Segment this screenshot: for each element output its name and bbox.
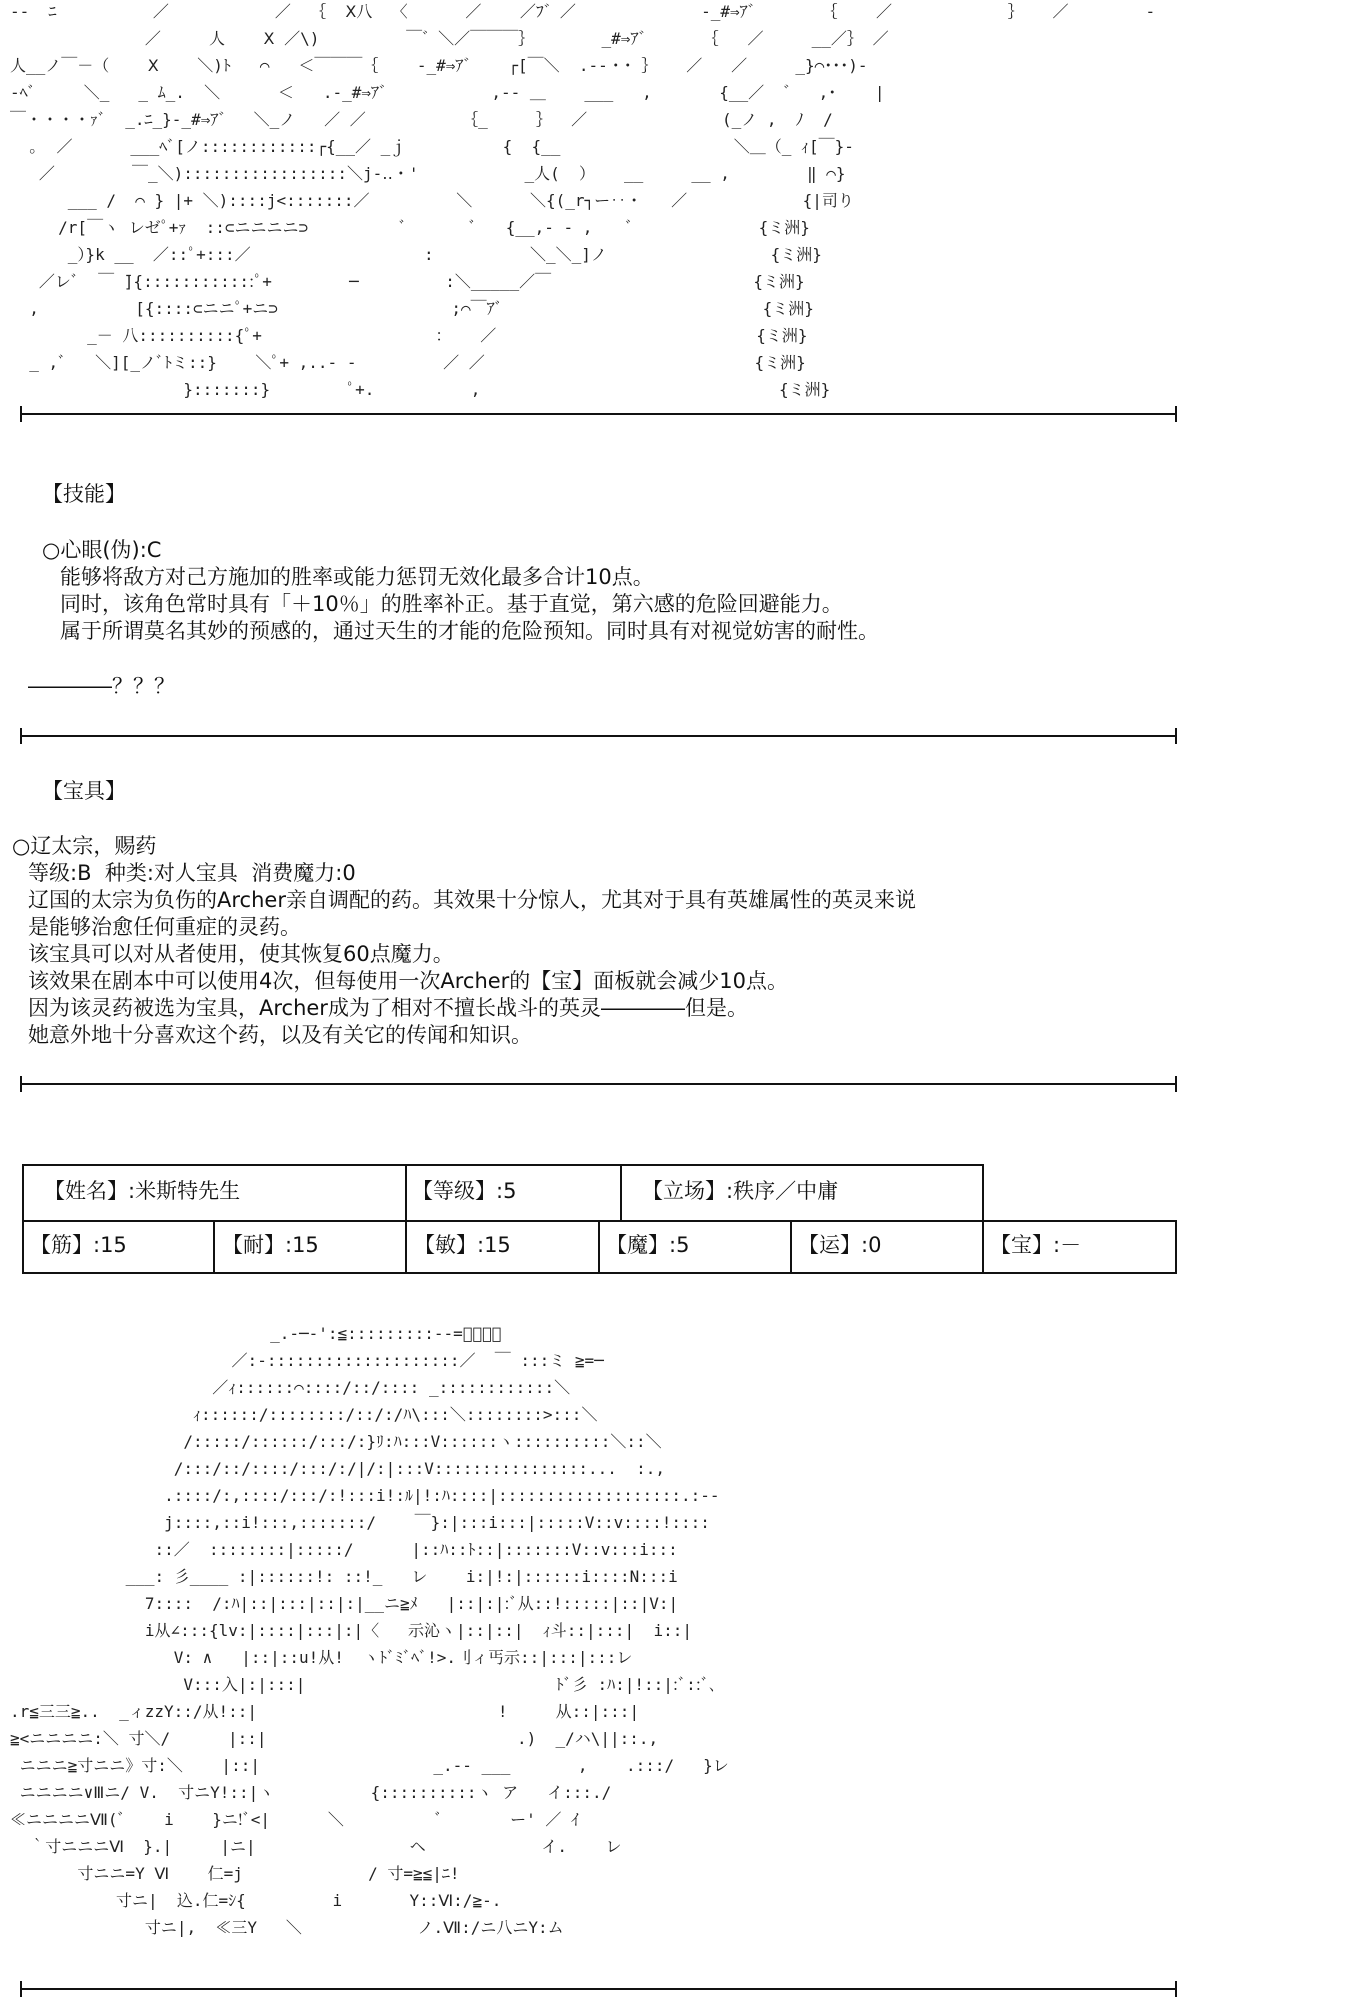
profile-alignment: 【立场】:秩序／中庸	[642, 1179, 839, 1203]
treasure-line: 是能够治愈任何重症的灵药。	[28, 915, 301, 939]
treasure-line: 因为该灵药被选为宝具，Archer成为了相对不擅长战斗的英灵――――但是。	[28, 996, 748, 1020]
stat-mana: 【魔】:5	[606, 1233, 690, 1257]
panel-bottom-border	[22, 1272, 1177, 1274]
treasure-line: 该效果在剧本中可以使用4次，但每使用一次Archer的【宝】面板就会减少10点。	[28, 969, 789, 993]
panel-divider	[213, 1220, 215, 1274]
profile-name: 【姓名】:米斯特先生	[44, 1179, 241, 1203]
panel-divider	[405, 1164, 407, 1222]
section-divider	[22, 735, 1175, 737]
section-divider	[22, 1988, 1175, 1990]
treasure-line: 辽国的太宗为负伤的Archer亲自调配的药。其效果十分惊人，尤其对于具有英雄属性的英灵来说	[28, 888, 916, 912]
treasure-line: 她意外地十分喜欢这个药，以及有关它的传闻和知识。	[28, 1023, 532, 1047]
panel-top-border	[22, 1164, 984, 1166]
profile-level: 【等级】:5	[412, 1179, 517, 1203]
panel-divider	[405, 1220, 407, 1274]
stat-noble-phantasm: 【宝】:－	[990, 1233, 1082, 1257]
skill-line: 同时，该角色常时具有「＋10％」的胜率补正。基于直觉，第六感的危险回避能力。	[60, 592, 843, 616]
panel-divider	[790, 1220, 792, 1274]
panel-divider	[982, 1164, 984, 1222]
panel-divider	[620, 1164, 622, 1222]
stat-luck: 【运】:0	[798, 1233, 882, 1257]
treasure-heading: 【宝具】	[42, 779, 126, 803]
stat-endurance: 【耐】:15	[222, 1233, 319, 1257]
skill-footer: ――――？？？	[28, 674, 175, 698]
section-divider	[22, 1083, 1175, 1085]
skill-line: 属于所谓莫名其妙的预感的，通过天生的才能的危险预知。同时具有对视觉妨害的耐性。	[60, 619, 879, 643]
panel-divider	[982, 1220, 984, 1274]
bottom-ascii-art: _.-─‐':≦:::::::::--=ﾞ￣ｰ､ ／:‐::::::::::::::::::::／ ￣ :::ミ ≧=─ ／ｨ::::::⌒::::/::/:::: _::::::::::::＼ ｨ::::::/::::::::/::/:/ﾊ\:::＼::::::::>:::＼ /:::::/::::::/:::/:}ﾘ:ﾊ:::V::::::ヽ::::::::::＼::＼ /:::/::/::::/:::/:/|/:|:::V::::::::::::::::... :., .::::/:,::::/:::/:!:::i!:ﾙ|!:ﾊ::::|:::::::::::::::::::.:-- j::::,::i!:::,:::::::/ ￣}:|:::i:::|:::::V::v::::!:::: ::／ ::::::::|:::::/ |::ﾊ::ﾄ::|:::::::V::v:::i::: ___: 彡____ :|::::::!: ::!_ レ i:|!:|::::::i::::N:::i 7:::: /:ﾊ|::|:::|::|:|__ニ≧ﾒ |::|:|:ﾞ从::!:::::|::|V:| i从∠:::{lv:|::::|:::|:|〈 示沁ヽ|::|::| ｨ斗::|:::| i::| V: ∧ |::|::u!从! ヽﾄﾞﾐﾞﾍﾞ!>.刂ィ丐示::|:::|:::レ V:::入|:|:::| ﾄﾞ彡 :ﾊ:|!::|:ﾞ::ﾞ､ .r≦三三≧.. _ィzzY::/从!::| ! 从::|:::| ≧<ニニニニ:＼ 寸＼/ |::| .) _/ハ\||::., ニニニ≧寸ニニ》寸:＼ |::| _.-‐ ___ , .:::/ }レ ニニニニ∨Ⅲニ/ V. 寸ニY!::|ヽ {::::::::::ヽ ア イ:::./ ≪ニニニニⅦ(ﾞ i }ニ!ﾞ<| ＼ ﾞ ー' ／ ｲ ｀寸ニニニⅥ }.| |ニ| ヘ イ. レ 寸ニニ=Y Ⅵ 仁=j / 寸=≧≦|ﾆ! 寸ニ| 込.仁=ｼ{ i Y::Ⅵ:/≧-. 寸ニ|, ≪三Y ＼ ノ.Ⅶ:/ニ八ニY:ム	[10, 1324, 729, 1937]
panel-divider	[1175, 1220, 1177, 1274]
skills-heading: 【技能】	[42, 482, 126, 506]
top-ascii-art: -- ﾆ ／ ／ ｛ Ⅹ八 〈 ／ ／ﾌ゛／ -_#⇒ｱ゛ ｛ ／ ｝ ／ - ／ 人 Ⅹ ／\) ￣゛＼／￣￣￣｝ _#⇒ｱ゛ ｛ ／ __／｝ ／ 人__ノ￣－（ Ⅹ ＼)ﾄ ⌒ ＜￣￣￣｛ -_#⇒ｱ゛ ┌[￣＼ .--・･ ｝ ／ ／ _}⌒･･･)- -ﾍﾞ ＼_ _ ﾑ_. ＼ ＜ .-_#⇒ｱ゛ ,-- ＿ ___ , {__／ ゛ ,･ | ￣・・・・ｧﾞ _.ﾆ_}-_#⇒ｱ゛ ＼_ノ ／ ／ ｛_ ｝ ／ (_ノ , ﾉ / ｡ ／ ___ﾍﾞ[ノ::::::::::::┌{__／ _ｊ { {__ ＼＿（_ ｨ[￣}- ／ ￣_＼):::::::::::::::::＼j-‥・' _人( ） __ __ , ‖ ⌒} ___ / ⌒ } |+ ＼)::::j<:::::::／ ＼ ＼{(_r┐ー‥・ ／ {|司り /r[￣ヽ レゼﾟ+ｧ ::⊂ニニニニ⊃ ﾞ ﾞ {__,- - , ﾞ {ミ洲} _）}k __ ／::ﾟ+:::／ : ＼_＼_]ノ {ミ洲} ／レﾞ ￣ ̄]{::::::::::::ﾟ+ ─ :＼_____／￣ {ミ洲} , [{::::⊂ニニﾟ+ニ⊃ ;⌒￣ｱﾞ {ミ洲} _－ 八::::::::::{ﾟ+ ： ／ {ミ洲} _ ,ﾞ ＼][_ノﾞﾄミ::} ＼ﾟ+ ,..- - ／ ／ {ミ洲} }:::::::} ﾟ+. , {ミ洲}	[10, 2, 1156, 399]
skill-name: ○心眼(伪):C	[42, 538, 162, 562]
panel-divider	[22, 1164, 24, 1222]
panel-divider	[22, 1220, 24, 1274]
stat-agility: 【敏】:15	[414, 1233, 511, 1257]
skill-line: 能够将敌方对己方施加的胜率或能力惩罚无效化最多合计10点。	[60, 565, 654, 589]
status-panel	[22, 1164, 1177, 1274]
section-divider	[22, 413, 1175, 415]
treasure-name: ○辽太宗，赐药	[12, 834, 157, 858]
stat-strength: 【筋】:15	[30, 1233, 127, 1257]
treasure-line: 该宝具可以对从者使用，使其恢复60点魔力。	[28, 942, 454, 966]
treasure-meta: 等级:B 种类:对人宝具 消费魔力:0	[28, 861, 356, 885]
panel-divider	[598, 1220, 600, 1274]
